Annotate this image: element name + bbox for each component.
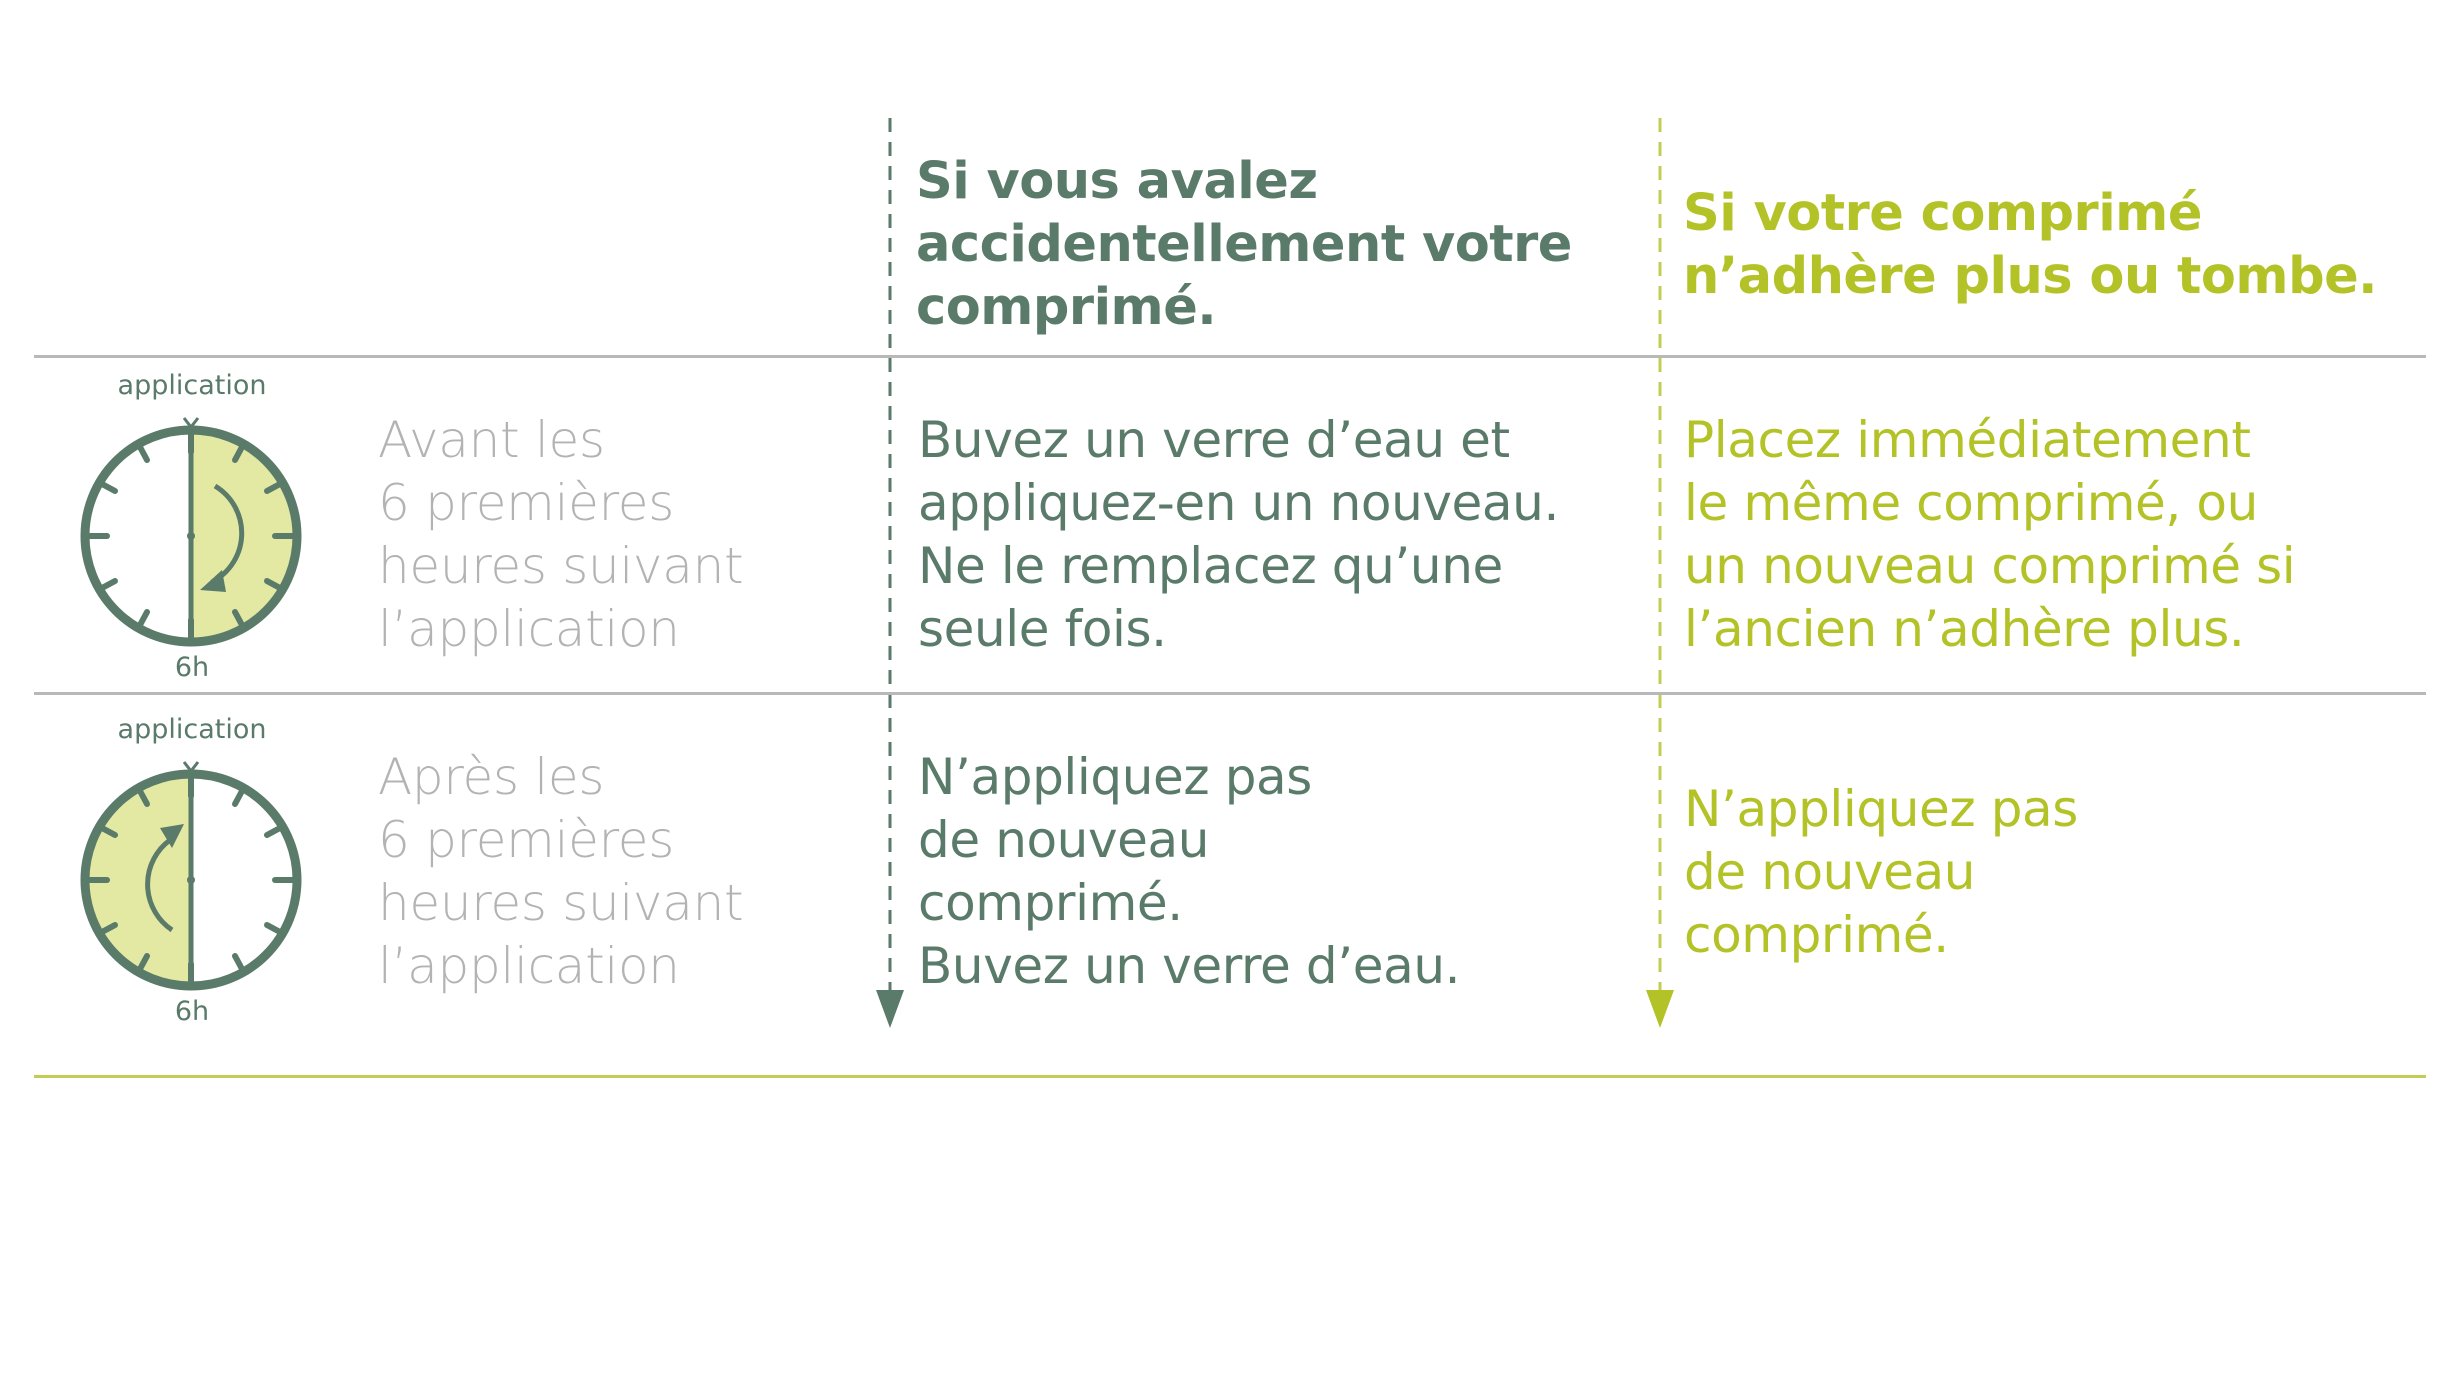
clock-after-6h [72,714,312,1034]
falloff-after-6h-text: N’appliquez pas de nouveau comprimé. [1684,780,2078,964]
clock-top-label: application [117,714,267,745]
clock-bottom-label: 6h [174,996,210,1027]
falloff-before-6h-text: Placez immédiatement le même comprimé, ou un nouveau comprimé si l’ancien n’adhère plus. [1684,411,2296,658]
clock-top-label: application [117,370,267,401]
clock-before-6h [72,370,312,690]
swallow-column-arrowhead [876,990,904,1028]
clock-bottom-label: 6h [174,652,210,683]
header-divider [34,355,2426,358]
row-divider [34,692,2426,695]
swallow-column-header: Si vous avalez accidentellement votre comprimé. [916,152,1572,337]
bottom-divider [34,1075,2426,1078]
condition-after-6h: Après les 6 premières heures suivant l’application [378,748,744,995]
swallow-before-6h-text: Buvez un verre d’eau et appliquez-en un nouveau. Ne le remplacez qu’une seule fois. [918,411,1559,658]
swallow-after-6h-text: N’appliquez pas de nouveau comprimé. Buvez un verre d’eau. [918,748,1461,995]
clock-icon [72,400,312,650]
condition-before-6h: Avant les 6 premières heures suivant l’application [378,411,744,658]
clock-icon [72,744,312,994]
falloff-column-arrowhead [1646,990,1674,1028]
falloff-column-header: Si votre comprimé n’adhère plus ou tombe. [1683,184,2378,306]
